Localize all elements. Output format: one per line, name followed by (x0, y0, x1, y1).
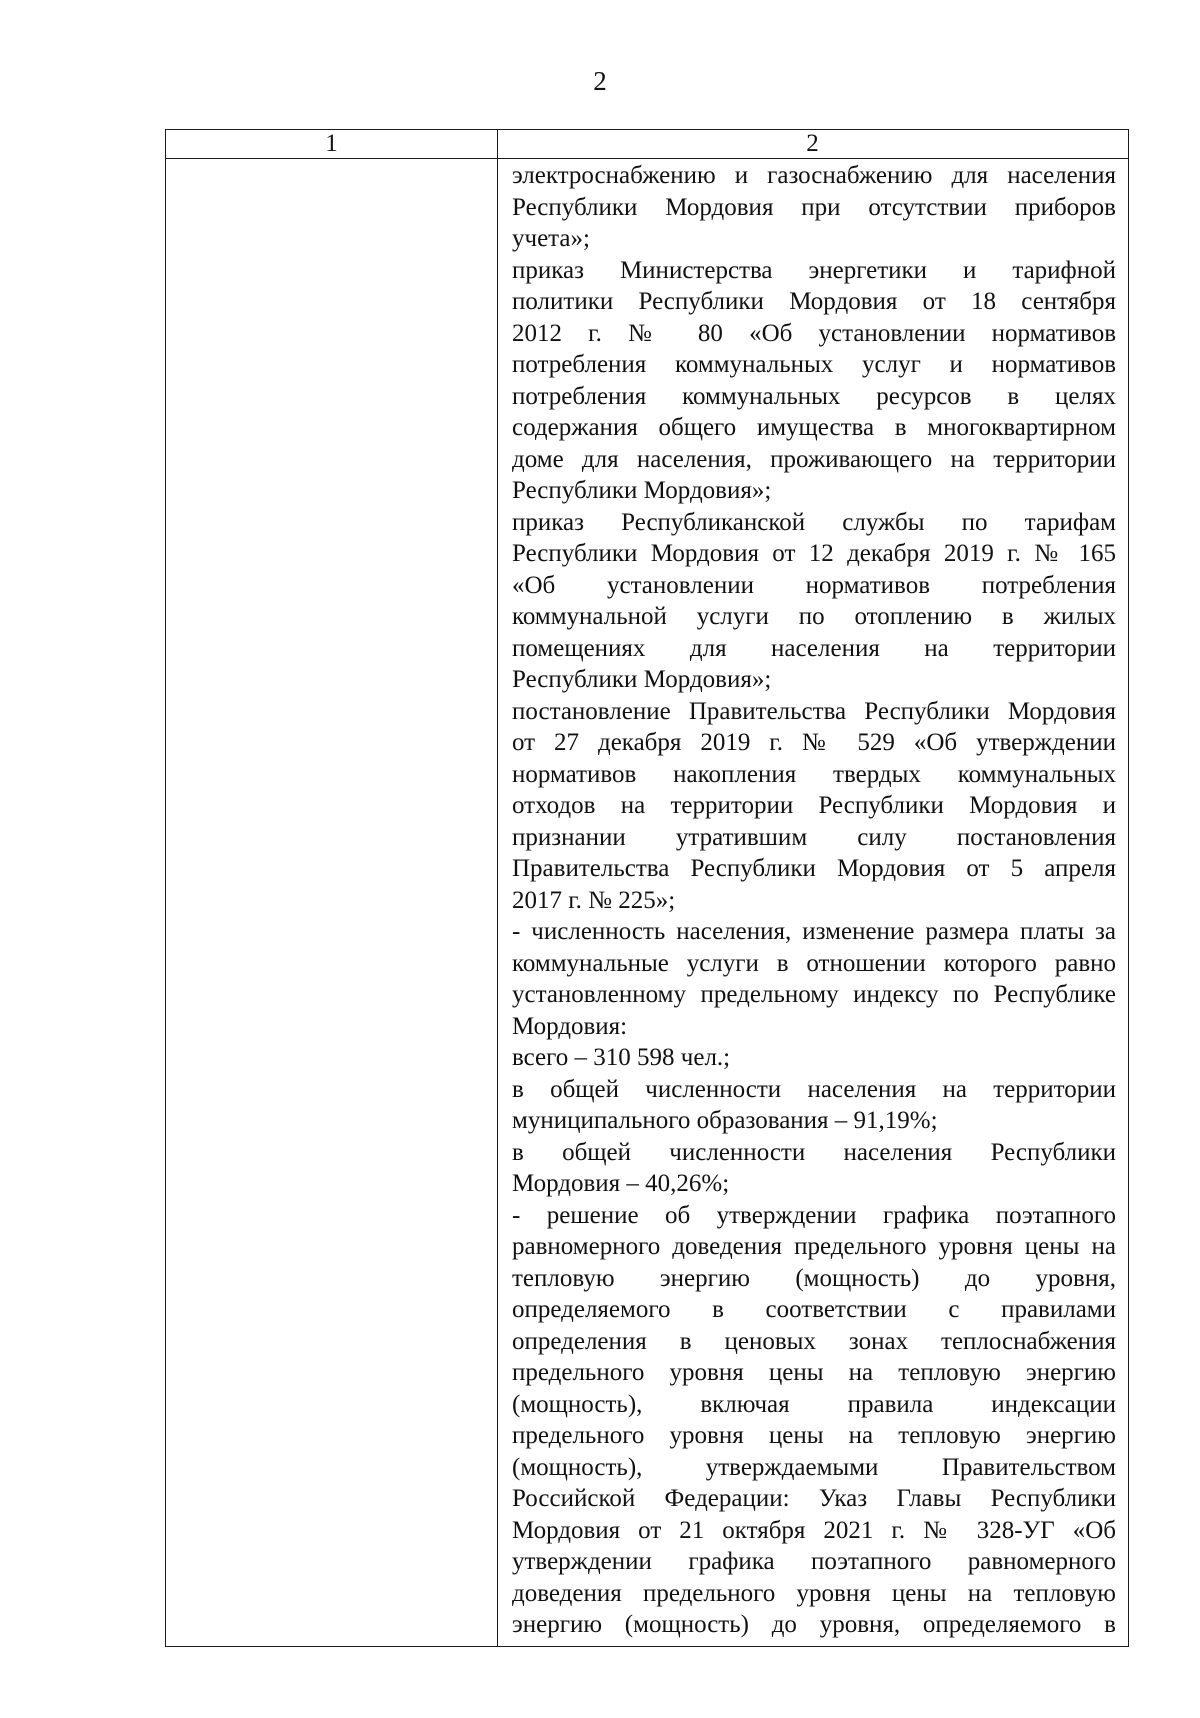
text-line: учета»; (512, 225, 590, 252)
text-line: помещениях для населения на территории (512, 634, 1116, 662)
text-line: доведения предельного уровня цены на тепловую (512, 1579, 1116, 1607)
text-line: Российской Федерации: Указ Главы Республики (512, 1485, 1116, 1512)
text-line: предельного уровня цены на тепловую энергию (512, 1422, 1116, 1449)
text-line: установленному предельному индексу по Республике (512, 981, 1116, 1008)
text-line: Мордовия: (512, 1012, 628, 1040)
column-2-header: 2 (806, 130, 819, 157)
text-line: политики Республики Мордовия от 18 сентября (512, 288, 1116, 315)
text-line: доме для населения, проживающего на территории (512, 445, 1116, 473)
text-line: (мощность), утверждаемыми Правительством (512, 1453, 1116, 1481)
text-line: утверждении графика поэтапного равномерного (512, 1548, 1116, 1575)
text-line: приказ Республиканской службы по тарифам (512, 508, 1116, 536)
text-line: - численность населения, изменение размера платы за (512, 918, 1116, 945)
text-line: равномерного доведения предельного уровня цены на (512, 1233, 1116, 1260)
text-line: содержания общего имущества в многоквартирном (512, 414, 1116, 441)
column-1-cell (166, 159, 497, 1646)
text-line: Республики Мордовия от 12 декабря 2019 г. № 165 (512, 540, 1116, 567)
text-line: признании утратившим силу постановления (512, 823, 1116, 851)
table-header-row (166, 130, 1128, 159)
text-line: Мордовия от 21 октября 2021 г. № 328-УГ «Об (512, 1516, 1116, 1544)
text-line: Республики Мордовия»; (512, 477, 772, 504)
text-line: потребления коммунальных ресурсов в целях (512, 382, 1116, 410)
text-line: энергию (мощность) до уровня, определяемого в (512, 1611, 1116, 1638)
text-line: коммунальной услуги по отоплению в жилых (512, 603, 1116, 630)
text-line: всего – 310 598 чел.; (512, 1044, 731, 1071)
text-line: определения в ценовых зонах теплоснабжения (512, 1327, 1116, 1355)
page-number: 2 (593, 66, 607, 96)
column-1-header: 1 (325, 130, 338, 157)
text-line: (мощность), включая правила индексации (512, 1390, 1116, 1418)
text-line: тепловую энергию (мощность) до уровня, (512, 1264, 1116, 1292)
text-line: коммунальные услуги в отношении которого равно (512, 949, 1116, 977)
text-line: от 27 декабря 2019 г. № 529 «Об утверждении (512, 729, 1116, 756)
text-line: предельного уровня цены на тепловую энергию (512, 1359, 1116, 1386)
column-divider (497, 130, 498, 1646)
document-table (165, 129, 1129, 1647)
text-line: 2012 г. № 80 «Об установлении нормативов (512, 319, 1116, 347)
text-line: электроснабжению и газоснабжению для населения (512, 162, 1116, 189)
text-line: Республики Мордовия»; (512, 666, 772, 693)
text-line: в общей численности населения Республики (512, 1138, 1116, 1166)
text-line: постановление Правительства Республики Мордовия (512, 697, 1116, 725)
column-2-cell (512, 160, 1116, 1641)
text-line: нормативов накопления твердых коммунальных (512, 760, 1116, 788)
text-line: Республики Мордовия при отсутствии приборов (512, 193, 1116, 221)
text-line: определяемого в соответствии с правилами (512, 1296, 1116, 1323)
text-line: потребления коммунальных услуг и нормативов (512, 351, 1116, 378)
text-line: Мордовия – 40,26%; (512, 1170, 730, 1197)
text-line: «Об установлении нормативов потребления (512, 571, 1116, 599)
text-line: Правительства Республики Мордовия от 5 апреля (512, 855, 1116, 882)
text-line: отходов на территории Республики Мордовия и (512, 792, 1116, 819)
text-line: в общей численности населения на территории (512, 1075, 1116, 1103)
text-line: муниципального образования – 91,19%; (512, 1107, 938, 1134)
text-line: 2017 г. № 225»; (512, 886, 676, 914)
text-line: приказ Министерства энергетики и тарифной (512, 256, 1116, 284)
text-line: - решение об утверждении графика поэтапного (512, 1201, 1116, 1229)
